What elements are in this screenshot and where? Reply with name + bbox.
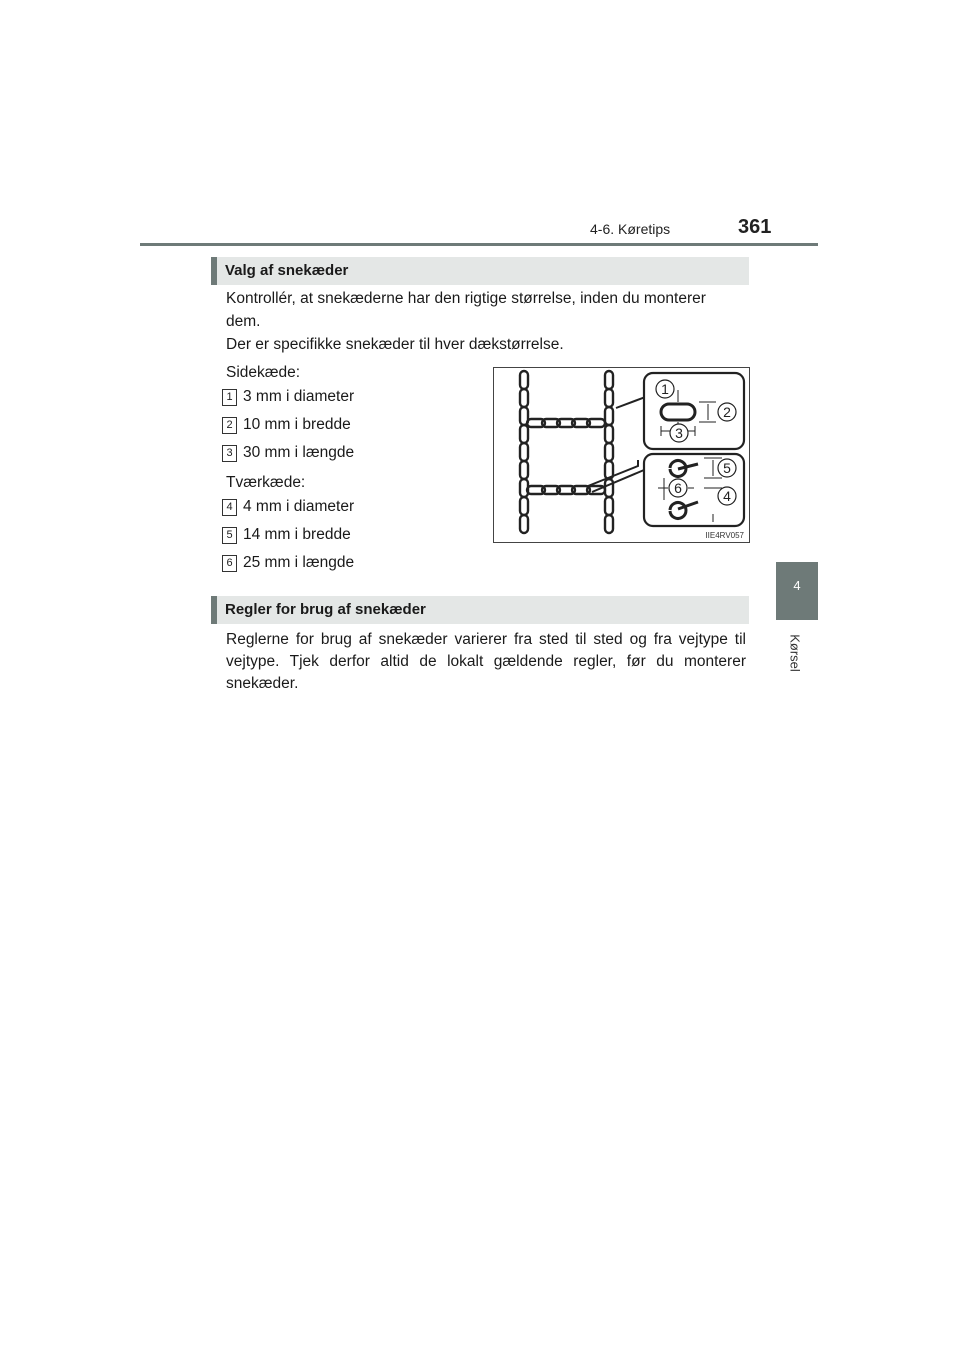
intro-line-2: dem. [226,313,261,330]
cross-chain-upper [527,419,605,427]
cross-chain-length: 25 mm i længde [243,554,355,571]
cross-chain-label: Tværkæde: [226,474,306,491]
side-chain-length: 30 mm i længde [243,444,355,461]
chapter-side-tab [776,562,818,620]
section-heading-text: Valg af snekæder [225,262,349,279]
side-chain-width: 10 mm i bredde [243,416,351,433]
callout-3: 3 [675,425,683,441]
chapter-tab-number: 4 [793,578,801,593]
intro-line-3: Der er specifikke snekæder til hver dækstørrelse. [226,336,564,353]
snow-chain-drawing [494,368,749,542]
callout-4: 4 [723,488,731,504]
snow-chain-illustration [493,367,750,543]
callout-6: 6 [674,480,682,496]
side-chain-label: Sidekæde: [226,364,301,381]
callout-5: 5 [723,460,731,476]
chapter-side-label-text: Kørsel [787,634,803,672]
cross-chain-width: 14 mm i bredde [243,526,351,543]
figure-code: IIE4RV057 [705,531,744,540]
chapter-reference: 4-6. Køretips [590,221,671,237]
chain-rules-body: Reglerne for brug af snekæder varierer fra sted til sted og fra vejtype til vejtype. Tjek derfor altid de lokalt gældende regler, før du monterer snekæder. [226,631,746,692]
section-heading-bar [211,596,217,624]
vertical-chain-left [520,371,528,533]
callout-1: 1 [661,381,669,397]
callout-2: 2 [723,404,731,420]
item-number-5: 5 [222,527,237,544]
section-heading-choosing-chains [211,257,749,285]
section-heading-text: Regler for brug af snekæder [225,601,426,618]
header-rule [140,243,818,246]
item-number-4: 4 [222,499,237,516]
cross-chain-diameter: 4 mm i diameter [243,498,355,515]
item-number-1: 1 [222,389,237,406]
chapter-side-label [782,628,808,678]
item-number-3: 3 [222,445,237,462]
item-number-2: 2 [222,417,237,434]
intro-line-1: Kontrollér, at snekæderne har den rigtige størrelse, inden du monterer [226,290,706,307]
page-number: 361 [738,216,772,238]
section-heading-chain-rules [211,596,749,624]
side-chain-diameter: 3 mm i diameter [243,388,355,405]
item-number-6: 6 [222,555,237,572]
cross-chain-lower [527,486,605,494]
vertical-chain-right [605,371,613,533]
section-heading-bar [211,257,217,285]
